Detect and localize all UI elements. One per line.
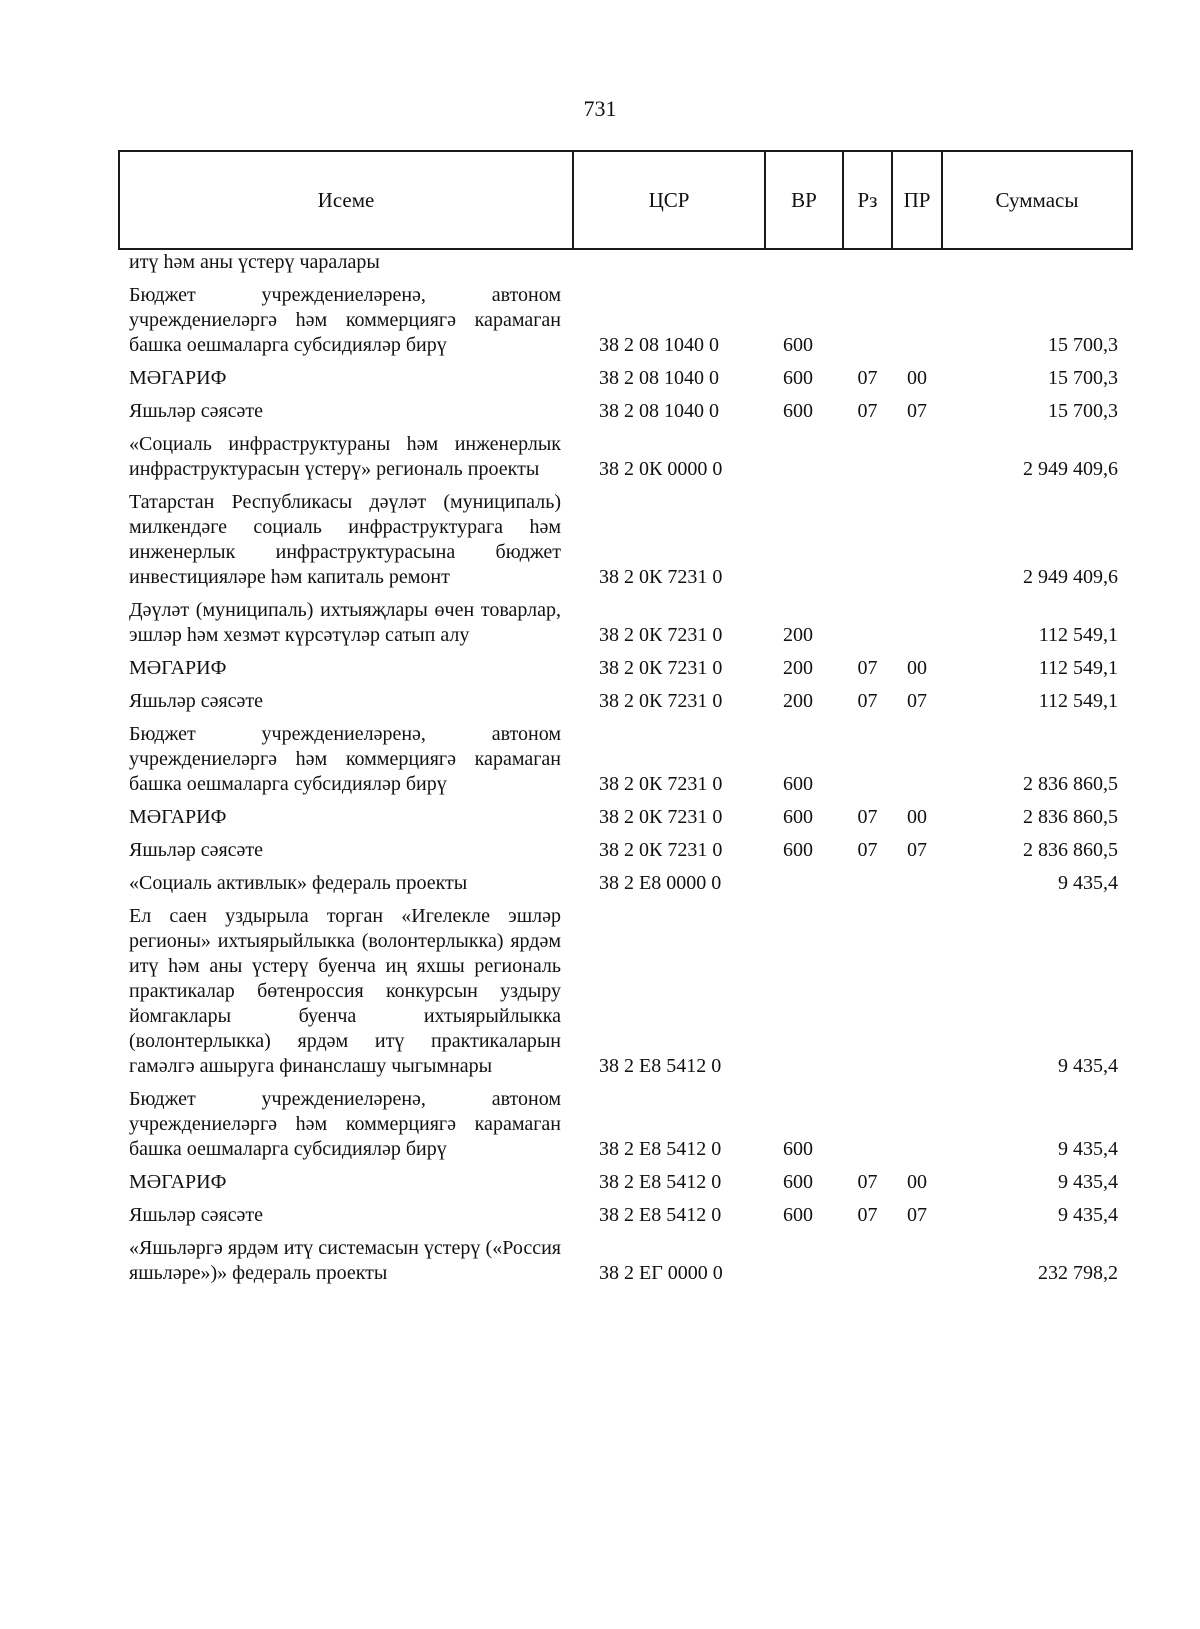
cell-rz: 07 bbox=[857, 657, 878, 679]
cell-rz: 07 bbox=[857, 839, 878, 861]
cell-csr bbox=[573, 249, 765, 281]
cell-rz bbox=[843, 1234, 892, 1292]
cell-csr: 38 2 08 1040 0 bbox=[599, 334, 719, 356]
cell-name: Дәүләт (муниципаль) ихтыяҗлары өчен товарлар, эшләр һәм хезмәт күрсәтүләр сатып алу bbox=[129, 599, 561, 646]
cell-csr: 38 2 0К 7231 0 bbox=[599, 624, 723, 646]
cell-pr bbox=[892, 596, 942, 654]
cell-vr: 200 bbox=[783, 690, 813, 712]
cell-sum: 2 836 860,5 bbox=[1023, 839, 1118, 861]
cell-rz bbox=[843, 430, 892, 488]
cell-csr: 38 2 0К 7231 0 bbox=[599, 657, 723, 679]
header-name: Исеме bbox=[119, 151, 573, 249]
cell-sum: 2 949 409,6 bbox=[1023, 566, 1118, 588]
cell-rz bbox=[843, 1085, 892, 1168]
cell-vr: 600 bbox=[783, 1171, 813, 1193]
cell-vr: 200 bbox=[783, 624, 813, 646]
cell-vr bbox=[765, 430, 843, 488]
cell-csr: 38 2 Е8 5412 0 bbox=[599, 1138, 722, 1160]
cell-vr bbox=[765, 869, 843, 902]
cell-sum bbox=[942, 249, 1132, 281]
cell-name: Татарстан Республикасы дәүләт (муниципаль) милкендәге социаль инфраструктурага һәм инженерлык инфраструктурасына бюджет инвестицияләре һәм капиталь ремонт bbox=[129, 491, 561, 588]
cell-csr: 38 2 0К 7231 0 bbox=[599, 806, 723, 828]
table-row bbox=[119, 364, 1132, 397]
cell-rz: 07 bbox=[857, 806, 878, 828]
budget-table bbox=[118, 150, 1133, 1292]
table-row bbox=[119, 836, 1132, 869]
cell-csr: 38 2 Е8 5412 0 bbox=[599, 1055, 722, 1077]
cell-csr: 38 2 08 1040 0 bbox=[599, 367, 719, 389]
cell-pr: 07 bbox=[907, 839, 927, 861]
cell-vr bbox=[765, 488, 843, 596]
cell-sum: 9 435,4 bbox=[1058, 1055, 1118, 1077]
table-row bbox=[119, 902, 1132, 1085]
header-vr: ВР bbox=[765, 151, 843, 249]
cell-rz bbox=[843, 488, 892, 596]
cell-vr: 600 bbox=[783, 1138, 813, 1160]
cell-name: Ел саен уздырыла торган «Игелекле эшләр регионы» ихтыярыйлыкка (волонтерлыкка) ярдәм итү һәм аны үстерү буенча иң яхшы региональ практикалар бөтенроссия конкурсын уздыру йомгаклары буенча ихтыярыйлыкка (волонтерлыкка) ярдәм итү практикаларын гамәлгә ашыруга финанслашу чыгымнары bbox=[129, 905, 561, 1077]
cell-rz bbox=[843, 869, 892, 902]
cell-csr: 38 2 08 1040 0 bbox=[599, 400, 719, 422]
table-row bbox=[119, 1234, 1132, 1292]
cell-name: МӘГАРИФ bbox=[129, 806, 227, 828]
cell-name: Яшьләр сәясәте bbox=[129, 400, 264, 422]
table-row bbox=[119, 720, 1132, 803]
cell-rz bbox=[843, 902, 892, 1085]
cell-pr bbox=[892, 1085, 942, 1168]
cell-sum: 112 549,1 bbox=[1038, 624, 1118, 646]
cell-rz: 07 bbox=[857, 1204, 878, 1226]
cell-name: МӘГАРИФ bbox=[129, 657, 227, 679]
cell-name: Бюджет учреждениеләренә, автоном учреждениеләргә һәм коммерциягә карамаган башка оешмаларга субсидияләр бирү bbox=[129, 723, 561, 795]
cell-name: «Яшьләргә ярдәм итү системасын үстерү («Россия яшьләре»)» федераль проекты bbox=[129, 1237, 561, 1284]
cell-sum: 15 700,3 bbox=[1048, 334, 1118, 356]
table-row bbox=[119, 281, 1132, 364]
table-row bbox=[119, 869, 1132, 902]
cell-sum: 9 435,4 bbox=[1058, 1204, 1118, 1226]
cell-name: «Социаль инфраструктураны һәм инженерлык инфраструктурасын үстерү» региональ проекты bbox=[129, 433, 561, 480]
cell-vr: 600 bbox=[783, 806, 813, 828]
cell-csr: 38 2 Е8 5412 0 bbox=[599, 1204, 722, 1226]
table-body bbox=[119, 249, 1132, 1292]
cell-pr bbox=[892, 430, 942, 488]
cell-pr bbox=[892, 488, 942, 596]
cell-vr: 600 bbox=[783, 839, 813, 861]
cell-pr: 00 bbox=[907, 367, 927, 389]
page-number: 731 bbox=[583, 96, 617, 121]
cell-vr bbox=[765, 902, 843, 1085]
table-row bbox=[119, 1085, 1132, 1168]
cell-rz: 07 bbox=[857, 690, 878, 712]
cell-name: Яшьләр сәясәте bbox=[129, 1204, 264, 1226]
cell-sum: 9 435,4 bbox=[1058, 1171, 1118, 1193]
cell-vr: 600 bbox=[783, 400, 813, 422]
cell-pr: 00 bbox=[907, 1171, 927, 1193]
cell-sum: 112 549,1 bbox=[1038, 657, 1118, 679]
cell-sum: 15 700,3 bbox=[1048, 367, 1118, 389]
cell-name: итү һәм аны үстерү чаралары bbox=[129, 251, 380, 273]
cell-csr: 38 2 0К 7231 0 bbox=[599, 566, 723, 588]
cell-csr: 38 2 ЕГ 0000 0 bbox=[599, 1262, 723, 1284]
cell-pr: 00 bbox=[907, 657, 927, 679]
cell-rz: 07 bbox=[857, 1171, 878, 1193]
cell-rz bbox=[843, 596, 892, 654]
cell-vr: 200 bbox=[783, 657, 813, 679]
header-rz: Рз bbox=[843, 151, 892, 249]
cell-vr bbox=[765, 249, 843, 281]
table-row bbox=[119, 430, 1132, 488]
cell-pr: 07 bbox=[907, 400, 927, 422]
table-row bbox=[119, 1168, 1132, 1201]
cell-csr: 38 2 Е8 5412 0 bbox=[599, 1171, 722, 1193]
cell-sum: 15 700,3 bbox=[1048, 400, 1118, 422]
cell-pr bbox=[892, 1234, 942, 1292]
cell-sum: 2 836 860,5 bbox=[1023, 773, 1118, 795]
cell-name: «Социаль активлык» федераль проекты bbox=[129, 872, 468, 894]
cell-pr bbox=[892, 902, 942, 1085]
cell-pr bbox=[892, 281, 942, 364]
header-csr: ЦСР bbox=[573, 151, 765, 249]
cell-pr bbox=[892, 720, 942, 803]
cell-name: Бюджет учреждениеләренә, автоном учреждениеләргә һәм коммерциягә карамаган башка оешмаларга субсидияләр бирү bbox=[129, 1088, 561, 1160]
cell-pr: 07 bbox=[907, 690, 927, 712]
cell-name: МӘГАРИФ bbox=[129, 367, 227, 389]
cell-pr: 00 bbox=[907, 806, 927, 828]
table-row bbox=[119, 654, 1132, 687]
table-row bbox=[119, 488, 1132, 596]
cell-pr: 07 bbox=[907, 1204, 927, 1226]
cell-vr: 600 bbox=[783, 334, 813, 356]
cell-pr bbox=[892, 869, 942, 902]
cell-vr: 600 bbox=[783, 367, 813, 389]
cell-rz bbox=[843, 281, 892, 364]
header-pr: ПР bbox=[892, 151, 942, 249]
cell-name: Яшьләр сәясәте bbox=[129, 839, 264, 861]
cell-rz: 07 bbox=[857, 400, 878, 422]
cell-sum: 112 549,1 bbox=[1038, 690, 1118, 712]
cell-rz: 07 bbox=[857, 367, 878, 389]
table-row bbox=[119, 596, 1132, 654]
cell-pr bbox=[892, 249, 942, 281]
cell-name: Бюджет учреждениеләренә, автоном учреждениеләргә һәм коммерциягә карамаган башка оешмаларга субсидияләр бирү bbox=[129, 284, 561, 356]
cell-csr: 38 2 0К 7231 0 bbox=[599, 690, 723, 712]
cell-sum: 9 435,4 bbox=[1058, 1138, 1118, 1160]
cell-vr: 600 bbox=[783, 1204, 813, 1226]
cell-vr: 600 bbox=[783, 773, 813, 795]
table-row bbox=[119, 687, 1132, 720]
cell-rz bbox=[843, 249, 892, 281]
cell-csr: 38 2 0К 0000 0 bbox=[599, 458, 723, 480]
table-row bbox=[119, 397, 1132, 430]
table-row bbox=[119, 803, 1132, 836]
cell-vr bbox=[765, 1234, 843, 1292]
cell-csr: 38 2 0К 7231 0 bbox=[599, 773, 723, 795]
cell-csr: 38 2 Е8 0000 0 bbox=[599, 872, 722, 894]
cell-rz bbox=[843, 720, 892, 803]
header-sum: Суммасы bbox=[942, 151, 1132, 249]
cell-sum: 9 435,4 bbox=[1058, 872, 1118, 894]
table-row bbox=[119, 1201, 1132, 1234]
cell-sum: 2 836 860,5 bbox=[1023, 806, 1118, 828]
cell-csr: 38 2 0К 7231 0 bbox=[599, 839, 723, 861]
cell-sum: 2 949 409,6 bbox=[1023, 458, 1118, 480]
table-row bbox=[119, 249, 1132, 281]
cell-name: МӘГАРИФ bbox=[129, 1171, 227, 1193]
cell-name: Яшьләр сәясәте bbox=[129, 690, 264, 712]
table-header bbox=[119, 151, 1132, 249]
cell-sum: 232 798,2 bbox=[1038, 1262, 1118, 1284]
